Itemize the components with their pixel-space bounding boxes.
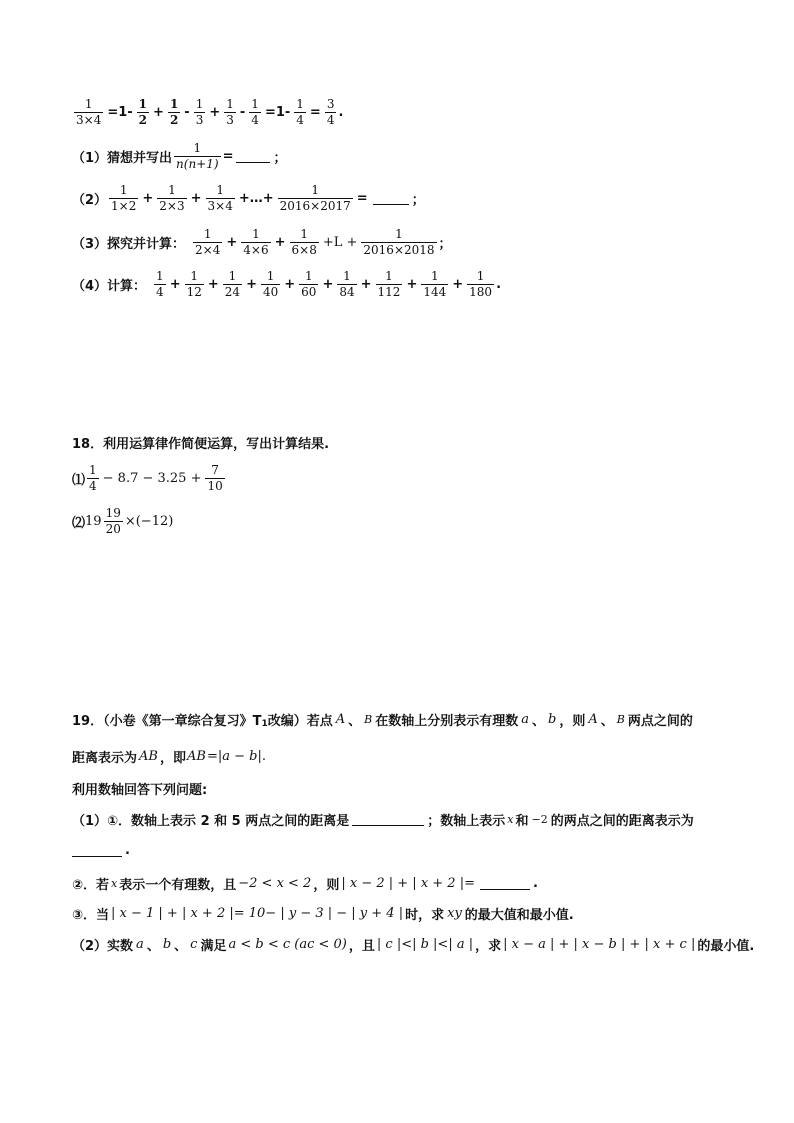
fraction: $\frac{1}{2}$ — [138, 97, 148, 127]
question-18-title: 18．利用运算律作简便运算，写出计算结果. — [72, 437, 330, 452]
answer-blank[interactable] — [480, 877, 530, 890]
question-19-stem-line-1: 19．（小卷《第一章综合复习》T 1 改编）若点 A 、 B 在数轴上分别表示有理数 a 、 b ，则 A 、 B 两点之间的 — [72, 712, 693, 729]
fraction: $\frac{1}{6\times 8}$ — [291, 227, 317, 257]
fraction: $\frac{1}{180}$ — [469, 269, 493, 299]
fraction: $\frac{1}{3\times 4}$ — [207, 183, 233, 213]
fraction: $\frac{1}{2}$ — [169, 97, 179, 127]
fraction: $\frac{7}{10}$ — [207, 463, 223, 493]
answer-blank[interactable] — [373, 192, 409, 205]
fraction: $\frac{19}{20}$ — [105, 506, 121, 536]
fraction: $\frac{1}{112}$ — [377, 269, 401, 299]
answer-blank[interactable] — [352, 813, 424, 826]
fraction: $\frac{1}{144}$ — [423, 269, 447, 299]
fraction: $\frac{1}{4}$ — [89, 463, 97, 493]
fraction: $\frac{1}{3}$ — [195, 97, 204, 127]
question-19-part-2: （2）实数 a 、 b 、 c 满足 a < b < c (ac < 0) ，且 | c |<| b |<| a | ，求 | x − a | + | x − b | + | x + c | 的最小值. — [72, 937, 755, 954]
fraction: $\frac{1}{2\times 4}$ — [195, 227, 221, 257]
fraction: $\frac{1}{3}$ — [226, 97, 234, 127]
question-19-part-1-2: ②．若 x 表示一个有理数，且 −2 < x < 2 ，则 | x − 2 | + | x + 2 |= . — [72, 876, 538, 893]
fraction: $\frac{1}{n(n+1)}$ — [176, 141, 219, 171]
fraction: $\frac{1}{84}$ — [339, 269, 355, 299]
answer-blank[interactable] — [72, 844, 122, 857]
fraction: $\frac{1}{2016\times 2018}$ — [363, 227, 435, 257]
fraction: $\frac{1}{1\times 2}$ — [111, 183, 137, 213]
question-17-part-3: （3）探究并计算： $\frac{1}{2\times 4}$ + $\frac{1}{4\times 6}$ + $\frac{1}{6\times 8}$ +L + $\frac{1}{2016\times 2018}$ ； — [72, 227, 452, 257]
fraction: $\frac{1}{4\times 6}$ — [243, 227, 269, 257]
fraction: $\frac{1}{4}$ — [296, 97, 304, 127]
question-19-instruction: 利用数轴回答下列问题: — [72, 783, 208, 798]
fraction: $\frac{1}{4}$ — [156, 269, 164, 299]
fraction: $\frac{1}{4}$ — [251, 97, 259, 127]
question-19-part-1-1: （1）①．数轴上表示 2 和 5 两点之间的距离是 ；数轴上表示 x 和 −2 的两点之间的距离表示为 — [72, 813, 694, 829]
fraction: $\frac{1}{2016\times 2017}$ — [279, 183, 351, 213]
fraction: $\frac{1}{24}$ — [224, 269, 241, 299]
question-19-part-1-1-cont: . — [72, 843, 130, 858]
fraction: $\frac{1}{60}$ — [301, 269, 317, 299]
question-17-part-4: （4）计算： $\frac{1}{4}$ + $\frac{1}{12}$ + $\frac{1}{24}$ + $\frac{1}{40}$ + $\frac{1}{60}$ + $\frac{1}{84}$ + $\frac{1}{112}$ + $\frac{1}{144}$ + $\frac{1}{180}$ . — [72, 269, 502, 299]
question-17-part-1: （1）猜想并写出 $\frac{1}{n(n+1)}$ = ； — [72, 141, 287, 171]
fraction: $\frac{1}{2\times 3}$ — [159, 183, 185, 213]
question-18-part-2: ⑵ 19 $\frac{19}{20}$ ×(−12) — [72, 506, 174, 536]
question-18-part-1: ⑴ $\frac{1}{4}$ − 8.7 − 3.25 + $\frac{7}{10}$ — [72, 463, 223, 493]
fraction: $\frac{1}{40}$ — [262, 269, 279, 299]
question-19-part-1-3: ③．当 | x − 1 | + | x + 2 |= 10− | y − 3 | − | y + 4 | 时，求 xy 的最大值和最小值. — [72, 906, 574, 923]
fraction: $\frac{1}{3\times 4}$ — [76, 97, 102, 127]
fraction: $\frac{3}{4}$ — [326, 97, 335, 127]
question-17-part-2: （2） $\frac{1}{1\times 2}$ + $\frac{1}{2\times 3}$ + $\frac{1}{3\times 4}$ +…+ $\frac{1}{2016\times 2017}$ = ； — [72, 183, 425, 213]
question-19-stem-line-2: 距离表示为 AB ，即 AB =| a − b |. — [72, 749, 266, 766]
answer-blank[interactable] — [236, 150, 270, 163]
intro-equation: $\frac{1}{3\times 4}$ =1- $\frac{1}{2}$ + $\frac{1}{2}$ - $\frac{1}{3}$ + $\frac{1}{3}$ - $\frac{1}{4}$ =1- $\frac{1}{4}$ = $\frac{3}{4}$ . — [76, 97, 344, 127]
fraction: $\frac{1}{12}$ — [186, 269, 202, 299]
